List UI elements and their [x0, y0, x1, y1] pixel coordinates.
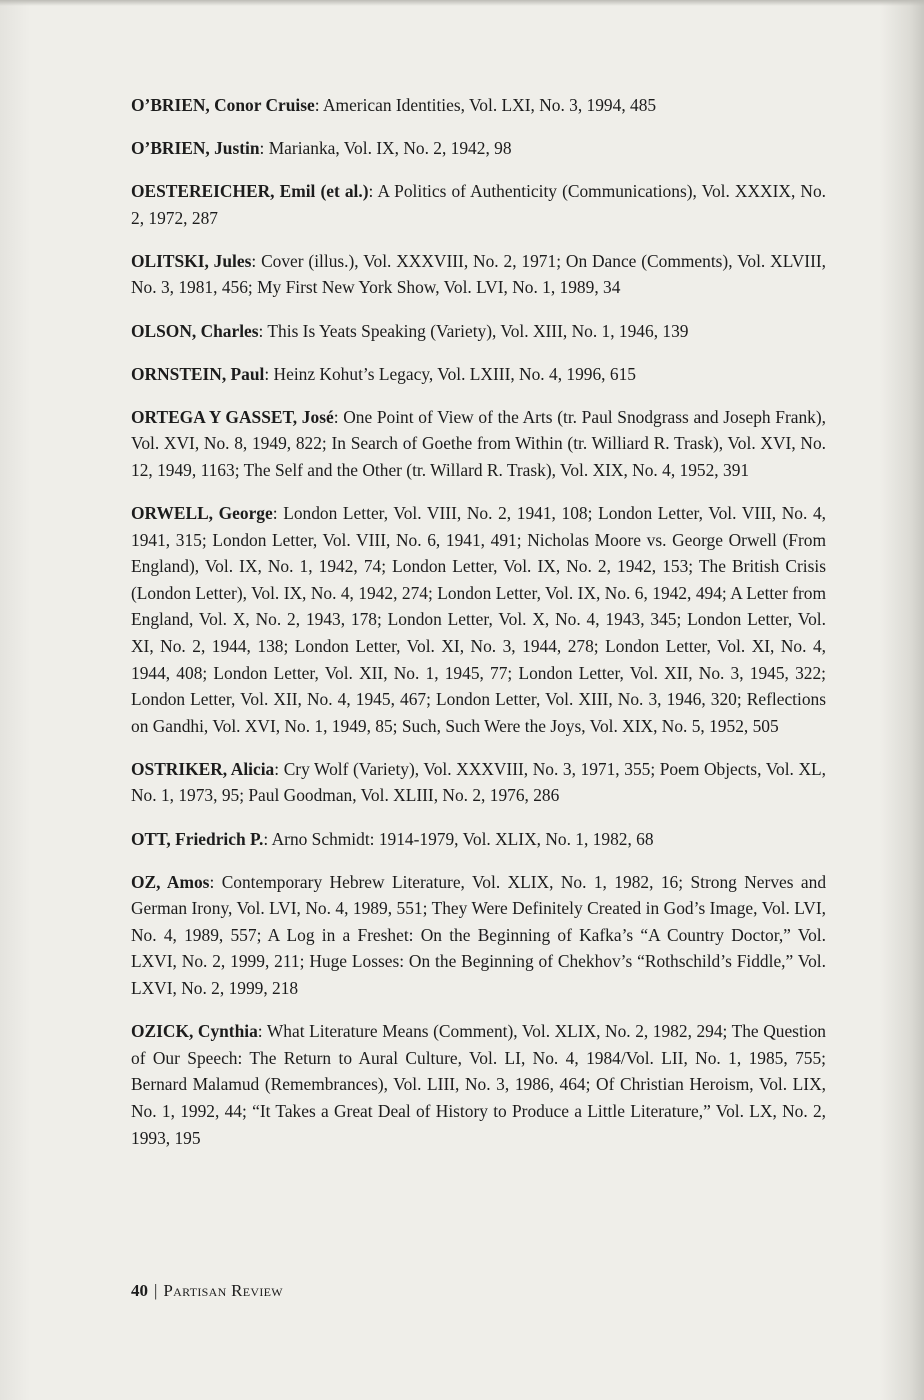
author-name: OLSON, Charles — [131, 320, 259, 341]
index-entry: O’BRIEN, Justin: Marianka, Vol. IX, No. 2, 1942, 98 — [131, 138, 512, 159]
journal-title: Partisan Review — [163, 1281, 283, 1300]
entry-citations: Marianka, Vol. IX, No. 2, 1942, 98 — [268, 138, 512, 159]
entry-citations: Cover (illus.), Vol. XXXVIII, No. 2, 1971; On Dance (Comments), Vol. XLVIII, No. 3, 1981, 456; My First New York Show, Vol. LVI, No. 1, 1989, 34 — [131, 250, 827, 298]
index-entry: OLSON, Charles: This Is Yeats Speaking (Variety), Vol. XIII, No. 1, 1946, 139 — [131, 320, 689, 341]
index-entry: OSTRIKER, Alicia: Cry Wolf (Variety), Vol. XXXVIII, No. 3, 1971, 355; Poem Objects, Vol. XL, No. 1, 1973, 95; Paul Goodman, Vol. XLIII, No. 2, 1976, 286 — [131, 758, 826, 806]
index-entry: ORTEGA Y GASSET, José: One Point of View of the Arts (tr. Paul Snodgrass and Joseph Frank), Vol. XVI, No. 8, 1949, 822; In Search of Goethe from Within (tr. Williard R. Trask), Vol. XVI, No. 12, 1949, 1163; The Self and the Other (tr. Willard R. Trask), Vol. XIX, No. 4, 1952, 391 — [131, 406, 826, 480]
entry-citations: Contemporary Hebrew Literature, Vol. XLIX, No. 1, 1982, 16; Strong Nerves and German Irony, Vol. LVI, No. 4, 1989, 551; They Were Definitely Created in God’s Image, Vol. LVI, No. 4, 1989, 557; A Log in a Freshet: On the Beginning of Kafka’s “A Country Doctor,” Vol. LXVI, No. 2, 1999, 211; Huge Losses: On the Beginning of Chekhov’s “Rothschild’s Fiddle,” Vol. LXVI, No. 2, 1999, 218 — [131, 871, 827, 999]
entry-citations: One Point of View of the Arts (tr. Paul Snodgrass and Joseph Frank), Vol. XVI, No. 8, 1949, 822; In Search of Goethe from Within (tr. Williard R. Trask), Vol. XVI, No. 12, 1949, 1163; The Self and the Other (tr. Willard R. Trask), Vol. XIX, No. 4, 1952, 391 — [131, 406, 826, 480]
entry-citations: London Letter, Vol. VIII, No. 2, 1941, 108; London Letter, Vol. VIII, No. 4, 1941, 315; London Letter, Vol. VIII, No. 6, 1941, 491; Nicholas Moore vs. George Orwell (From England), Vol. IX, No. 1, 1942, 74; London Letter, Vol. IX, No. 2, 1942, 153; The British Crisis (London Letter), Vol. IX, No. 4, 1942, 274; London Letter, Vol. IX, No. 6, 1942, 494; A Letter from England, Vol. X, No. 2, 1943, 178; London Letter, Vol. X, No. 4, 1943, 345; London Letter, Vol. XI, No. 2, 1944, 138; London Letter, Vol. XI, No. 3, 1944, 278; London Letter, Vol. XI, No. 4, 1944, 408; London Letter, Vol. XII, No. 1, 1945, 77; London Letter, Vol. XII, No. 3, 1945, 322; London Letter, Vol. XII, No. 4, 1945, 467; London Letter, Vol. XIII, No. 3, 1946, 320; Reflections on Gandhi, Vol. XVI, No. 1, 1949, 85; Such, Such Were the Joys, Vol. XIX, No. 5, 1952, 505 — [131, 503, 826, 736]
author-name: OZICK, Cynthia — [131, 1021, 258, 1042]
author-name: OSTRIKER, Alicia — [131, 758, 275, 779]
index-entry: O’BRIEN, Conor Cruise: American Identities, Vol. LXI, No. 3, 1994, 485 — [131, 95, 657, 115]
page-number: 40 — [131, 1281, 148, 1300]
entry-citations: A Politics of Authenticity (Communications), Vol. XXXIX, No. 2, 1972, 287 — [131, 181, 826, 228]
footer-separator: | — [154, 1281, 158, 1300]
index-entry: OESTEREICHER, Emil (et al.): A Politics of Authenticity (Communications), Vol. XXXIX, No. 2, 1972, 287 — [131, 181, 826, 228]
author-name: OZ, Amos — [131, 871, 210, 892]
entry-citations: Arno Schmidt: 1914-1979, Vol. XLIX, No. 1, 1982, 68 — [271, 828, 654, 849]
entry-citations: American Identities, Vol. LXI, No. 3, 1994, 485 — [322, 95, 657, 115]
index-entry: OZICK, Cynthia: What Literature Means (Comment), Vol. XLIX, No. 2, 1982, 294; The Question of Our Speech: The Return to Aural Culture, Vol. LI, No. 4, 1984/Vol. LII, No. 1, 1985, 755; Bernard Malamud (Remembrances), Vol. LIII, No. 3, 1986, 464; Of Christian Heroism, Vol. LIX, No. 1, 1992, 44; “It Takes a Great Deal of History to Produce a Little Literature,” Vol. LX, No. 2, 1993, 195 — [131, 1021, 826, 1148]
entry-citations: What Literature Means (Comment), Vol. XLIX, No. 2, 1982, 294; The Question of Our Speech: The Return to Aural Culture, Vol. LI, No. 4, 1984/Vol. LII, No. 1, 1985, 755; Bernard Malamud (Remembrances), Vol. LIII, No. 3, 1986, 464; Of Christian Heroism, Vol. LIX, No. 1, 1992, 44; “It Takes a Great Deal of History to Produce a Little Literature,” Vol. LX, No. 2, 1993, 195 — [131, 1021, 826, 1148]
entry-citations: Cry Wolf (Variety), Vol. XXXVIII, No. 3, 1971, 355; Poem Objects, Vol. XL, No. 1, 1973, 95; Paul Goodman, Vol. XLIII, No. 2, 1976, 286 — [131, 758, 826, 806]
entry-citations: Heinz Kohut’s Legacy, Vol. LXIII, No. 4, 1996, 615 — [273, 363, 636, 384]
index-entry: OTT, Friedrich P.: Arno Schmidt: 1914-1979, Vol. XLIX, No. 1, 1982, 68 — [131, 828, 654, 849]
author-name: ORNSTEIN, Paul — [131, 363, 265, 384]
index-entry: OLITSKI, Jules: Cover (illus.), Vol. XXXVIII, No. 2, 1971; On Dance (Comments), Vol. XLVIII, No. 3, 1981, 456; My First New York Show, Vol. LVI, No. 1, 1989, 34 — [131, 250, 827, 298]
index-entry: OZ, Amos: Contemporary Hebrew Literature, Vol. XLIX, No. 1, 1982, 16; Strong Nerves and German Irony, Vol. LVI, No. 4, 1989, 551; They Were Definitely Created in God’s Image, Vol. LVI, No. 4, 1989, 557; A Log in a Freshet: On the Beginning of Kafka’s “A Country Doctor,” Vol. LXVI, No. 2, 1999, 211; Huge Losses: On the Beginning of Chekhov’s “Rothschild’s Fiddle,” Vol. LXVI, No. 2, 1999, 218 — [131, 871, 827, 999]
author-name: OLITSKI, Jules — [131, 250, 252, 271]
author-index-list — [131, 92, 826, 1168]
page-footer — [131, 1281, 283, 1301]
author-name: ORTEGA Y GASSET, José — [131, 406, 334, 427]
index-entry: ORWELL, George: London Letter, Vol. VIII, No. 2, 1941, 108; London Letter, Vol. VIII, No. 4, 1941, 315; London Letter, Vol. VIII, No. 6, 1941, 491; Nicholas Moore vs. George Orwell (From England), Vol. IX, No. 1, 1942, 74; London Letter, Vol. IX, No. 2, 1942, 153; The British Crisis (London Letter), Vol. IX, No. 4, 1942, 274; London Letter, Vol. IX, No. 6, 1942, 494; A Letter from England, Vol. X, No. 2, 1943, 178; London Letter, Vol. X, No. 4, 1943, 345; London Letter, Vol. XI, No. 2, 1944, 138; London Letter, Vol. XI, No. 3, 1944, 278; London Letter, Vol. XI, No. 4, 1944, 408; London Letter, Vol. XII, No. 1, 1945, 77; London Letter, Vol. XII, No. 3, 1945, 322; London Letter, Vol. XII, No. 4, 1945, 467; London Letter, Vol. XIII, No. 3, 1946, 320; Reflections on Gandhi, Vol. XVI, No. 1, 1949, 85; Such, Such Were the Joys, Vol. XIX, No. 5, 1952, 505 — [131, 503, 826, 736]
entry-citations: This Is Yeats Speaking (Variety), Vol. XIII, No. 1, 1946, 139 — [267, 320, 689, 341]
author-name: OESTEREICHER, Emil (et al.) — [131, 181, 369, 202]
index-entry: ORNSTEIN, Paul: Heinz Kohut’s Legacy, Vol. LXIII, No. 4, 1996, 615 — [131, 363, 636, 384]
author-name: ORWELL, George — [131, 503, 273, 524]
author-name: O’BRIEN, Justin — [131, 138, 260, 159]
author-name: O’BRIEN, Conor Cruise — [131, 95, 315, 115]
author-name: OTT, Friedrich P. — [131, 828, 264, 849]
